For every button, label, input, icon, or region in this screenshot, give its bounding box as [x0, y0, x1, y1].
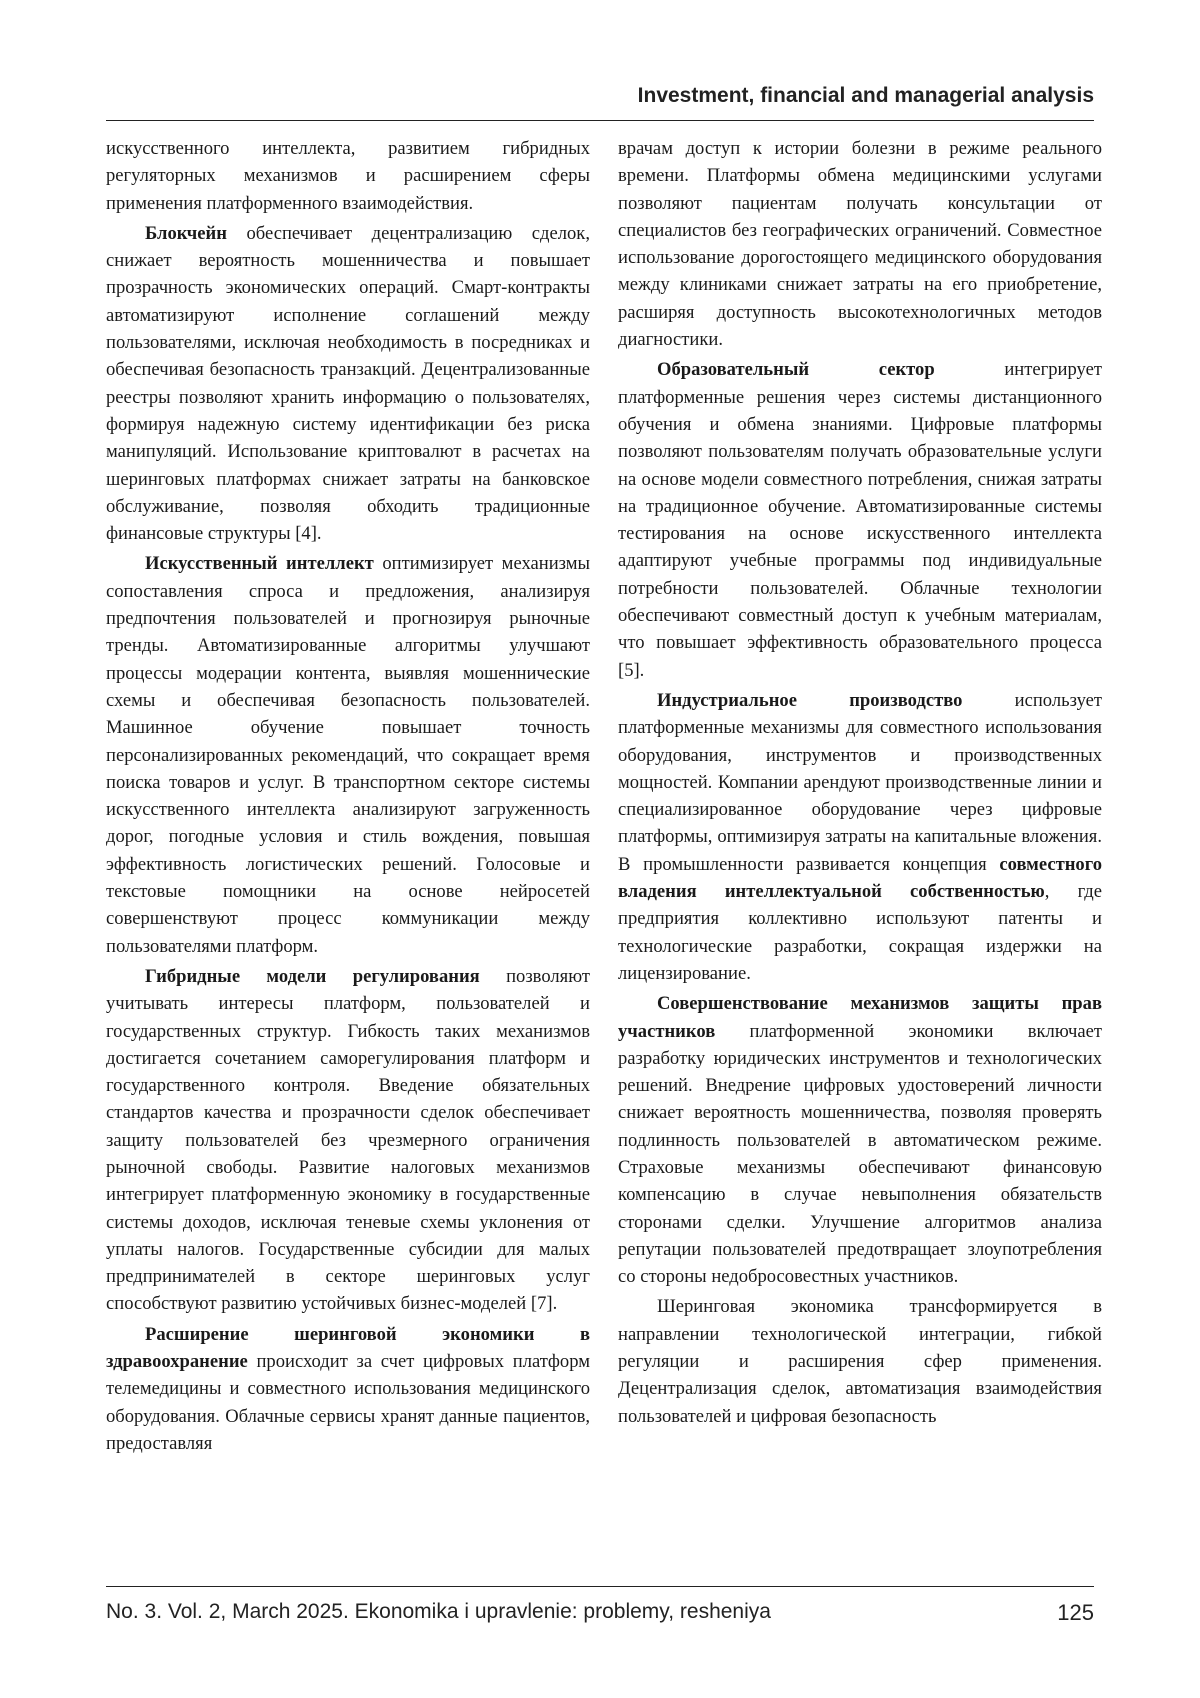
paragraph [106, 963, 590, 1318]
bold-term: Гибридные модели регулирования [145, 965, 480, 987]
left-column [106, 135, 590, 1460]
paragraph: искусственного интеллекта, развитием гибридных регуляторных механизмов и расширением сферы применения платформенного взаимодействия. [106, 138, 590, 214]
page-number: 125 [1057, 1600, 1094, 1625]
footer-rule [106, 1586, 1094, 1587]
right-column [618, 135, 1102, 1433]
paragraph: Шеринговая экономика трансформируется в направлении технологической интеграции, гибкой регуляции и расширения сфер применения. Децентрализация сделок, автоматизация взаимодействия пользователей и цифровая безопасность [618, 1296, 1102, 1427]
bold-term: совместного владения интеллектуальной собственностью [618, 853, 1102, 903]
paragraph [106, 550, 590, 959]
paragraph-text: происходит за счет цифровых платформ телемедицины и совместного использования медицинского оборудования. Облачные сервисы хранят данные пациентов, предоставляя [106, 1351, 590, 1454]
bold-term: Расширение шеринговой экономики в здравоохранение [106, 1323, 590, 1373]
bold-term: Индустриальное производство [657, 689, 963, 711]
bold-term: Совершенствование механизмов защиты прав участников [618, 993, 1102, 1042]
paragraph: врачам доступ к истории болезни в режиме реального времени. Платформы обмена медицинскими услугами позволяют пациентам получать консультации от специалистов без географических ограничений. Совместное использование дорогостоящего медицинского оборудования между клиниками снижает затраты на его приобретение, расширяя доступность высокотехнологичных методов диагностики. [618, 138, 1102, 351]
paragraph-text: интегрирует платформенные решения через системы дистанционного обучения и обмена знаниями. Цифровые платформы позволяют пользователям получать образовательные услуги на основе модели совместного потребления, снижая затраты на традиционное обучение. Автоматизированные системы тестирования на основе искусственного интеллекта адаптируют учебные программы под индивидуальные потребности пользователей. Облачные технологии обеспечивают совместный доступ к учебным материалам, что повышает эффективность образовательного процесса [5]. [618, 359, 1102, 681]
bold-term: Искусственный интеллект [145, 553, 374, 575]
paragraph [618, 356, 1102, 684]
paragraph [618, 687, 1102, 987]
bold-term: Блокчейн [145, 222, 227, 244]
bold-term: Образовательный сектор [657, 359, 935, 381]
paragraph-text: , где предприятия коллективно используют патенты и технологические разработки, сокращая издержки на лицензирование. [618, 881, 1102, 984]
paragraph-text: использует платформенные механизмы для совместного использования оборудования, инструментов и производственных мощностей. Компании арендуют производственные линии и специализированное оборудование через цифровые платформы, оптимизируя затраты на капитальные вложения. В промышленности развивается концепция [618, 689, 1103, 875]
running-head: Investment, financial and managerial analysis [637, 84, 1094, 107]
page-footer [106, 1600, 1094, 1626]
paragraph-text: позволяют учитывать интересы платформ, пользователей и государственных структур. Гибкость таких механизмов достигается сочетанием саморегулирования платформ и государственного контроля. Введение обязательных стандартов качества и прозрачности сделок обеспечивает защиту пользователей без чрезмерного ограничения рыночной свободы. Развитие налоговых механизмов интегрирует платформенную экономику в государственные системы доходов, исключая теневые схемы уклонения от уплаты налогов. Государственные субсидии для малых предпринимателей в секторе шеринговых услуг способствуют развитию устойчивых бизнес-моделей [7]. [106, 965, 590, 1315]
paragraph-text: платформенной экономики включает разработку юридических инструментов и технологических решений. Внедрение цифровых удостоверений личности снижает вероятность мошенничества, позволяя проверять подлинность пользователей в автоматическом режиме. Страховые механизмы обеспечивают финансовую компенсацию в случае невыполнения обязательств сторонами сделки. Улучшение алгоритмов анализа репутации пользователей предотвращает злоупотребления со стороны недобросовестных участников. [618, 1020, 1102, 1288]
paragraph-text: обеспечивает децентрализацию сделок, снижает вероятность мошенничества и повышает прозрачность экономических операций. Смарт-контракты автоматизируют исполнение соглашений между пользователями, исключая необходимость в посредниках и обеспечивая безопасность транзакций. Децентрализованные реестры позволяют хранить информацию о пользователях, формируя надежную систему идентификации без риска манипуляций. Использование криптовалют в расчетах на шеринговых платформах снижает затраты на банковское обслуживание, позволяя обходить традиционные финансовые структуры [4]. [106, 222, 590, 545]
paragraph [106, 220, 590, 548]
header-rule [106, 120, 1094, 121]
paragraph [618, 990, 1102, 1290]
journal-citation: No. 3. Vol. 2, March 2025. Ekonomika i upravlenie: problemy, resheniya [106, 1600, 771, 1623]
paragraph [106, 1321, 590, 1457]
paragraph-text: оптимизирует механизмы сопоставления спроса и предложения, анализируя предпочтения пользователей и прогнозируя рыночные тренды. Автоматизированные алгоритмы улучшают процессы модерации контента, выявляя мошеннические схемы и обеспечивая безопасность пользователей. Машинное обучение повышает точность персонализированных рекомендаций, что сокращает время поиска товаров и услуг. В транспортном секторе системы искусственного интеллекта анализируют загруженность дорог, погодные условия и стиль вождения, повышая эффективность логистических решений. Голосовые и текстовые помощники на основе нейросетей совершенствуют процесс коммуникации между пользователями платформ. [106, 553, 591, 957]
